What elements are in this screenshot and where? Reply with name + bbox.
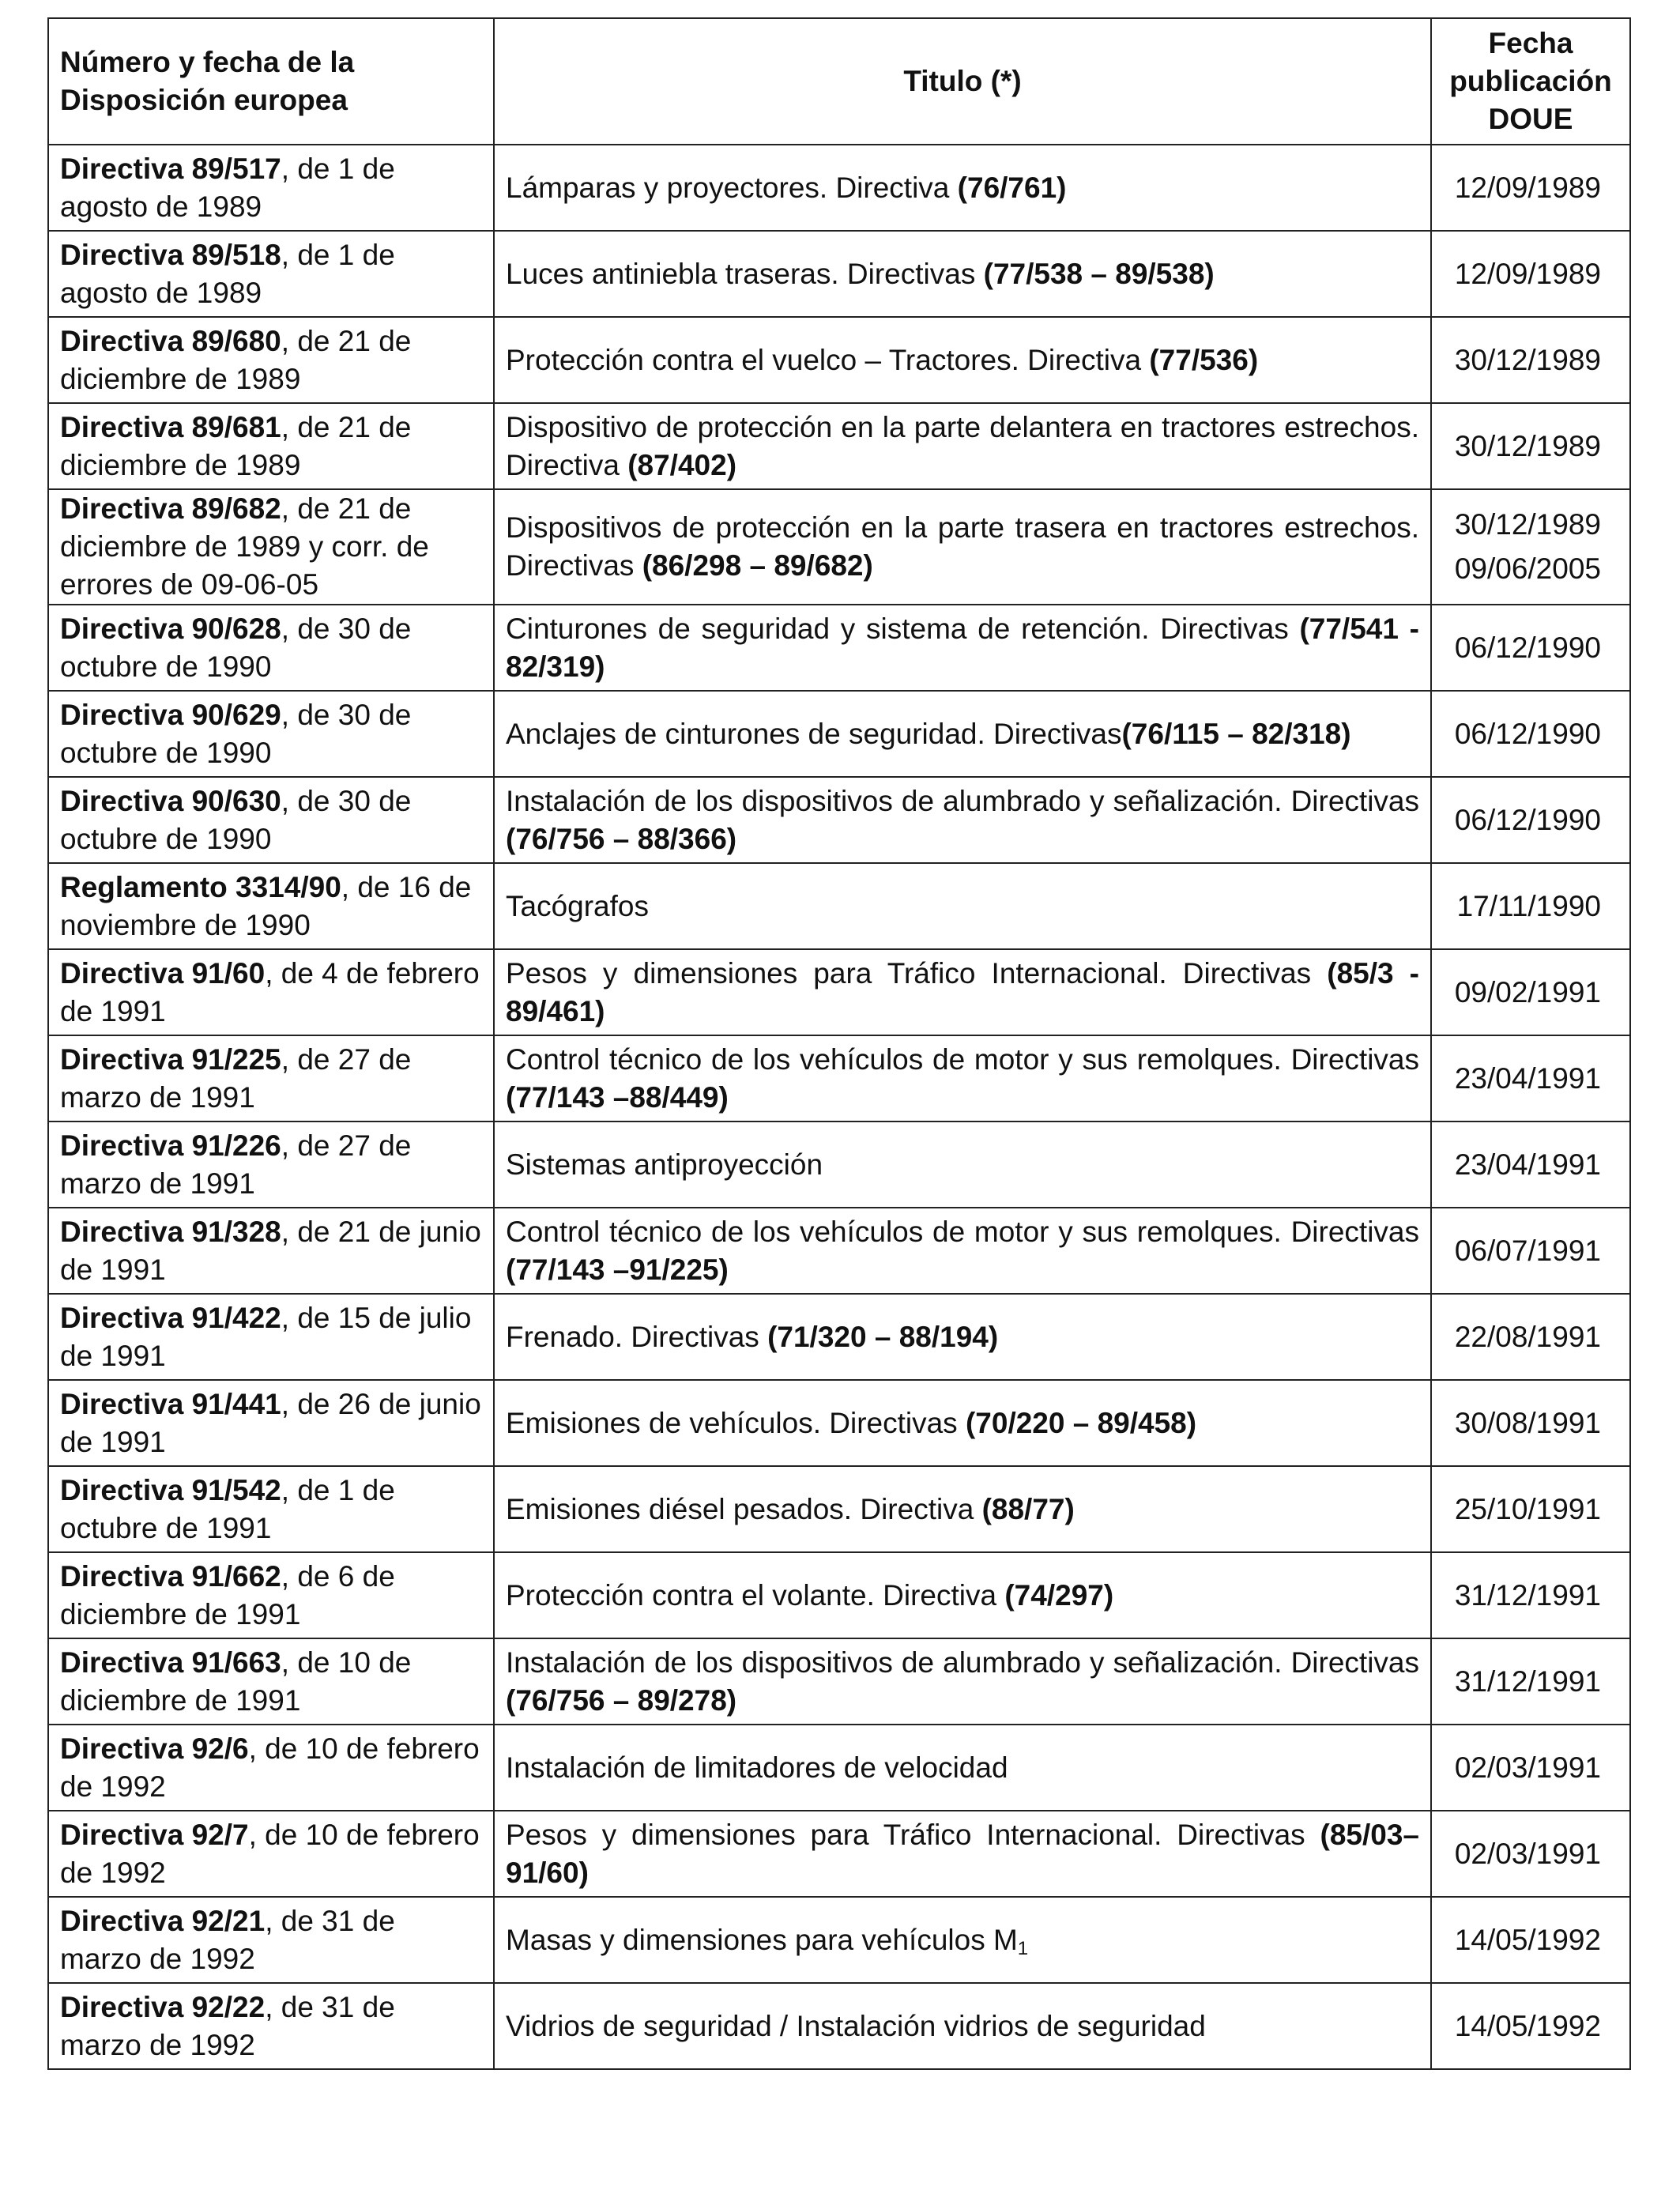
title-cell <box>494 1466 1431 1552</box>
directive-reference: (77/536) <box>1149 343 1259 376</box>
title-text: Protección contra el vuelco – Tractores. Directiva <box>506 343 1150 376</box>
disposition-cell <box>48 1811 494 1897</box>
table-row <box>48 489 1630 605</box>
disposition-id: Directiva 90/629 <box>60 698 281 731</box>
publication-date: 02/03/1991 <box>1454 1751 1601 1784</box>
publication-cell <box>1431 231 1630 317</box>
publication-date: 31/12/1991 <box>1454 1664 1601 1698</box>
publication-date: 06/12/1990 <box>1454 803 1601 836</box>
publication-cell <box>1431 863 1630 949</box>
disposition-date: , de 30 de octubre de 1990 <box>60 784 412 855</box>
publication-date: 12/09/1989 <box>1454 257 1601 290</box>
publication-cell <box>1431 777 1630 863</box>
title-cell <box>494 489 1431 605</box>
table-row <box>48 863 1630 949</box>
disposition-id: Directiva 90/630 <box>60 784 281 817</box>
disposition-date: , de 31 de marzo de 1992 <box>60 1904 395 1975</box>
disposition-id: Directiva 92/22 <box>60 1990 266 2023</box>
disposition-date: , de 1 de agosto de 1989 <box>60 152 395 223</box>
title-text: Vidrios de seguridad / Instalación vidrios de seguridad <box>506 2009 1206 2042</box>
disposition-cell <box>48 489 494 605</box>
publication-cell <box>1431 605 1630 691</box>
publication-cell <box>1431 145 1630 231</box>
directive-reference: (74/297) <box>1004 1578 1114 1612</box>
disposition-cell <box>48 403 494 489</box>
disposition-cell <box>48 145 494 231</box>
title-text: Instalación de limitadores de velocidad <box>506 1751 1008 1784</box>
disposition-cell <box>48 1208 494 1294</box>
disposition-date: , de 21 de diciembre de 1989 <box>60 324 412 395</box>
disposition-id: Directiva 91/542 <box>60 1473 281 1506</box>
directive-reference: (85/03–91/60) <box>506 1818 1419 1889</box>
publication-cell <box>1431 1466 1630 1552</box>
title-cell <box>494 1035 1431 1122</box>
publication-date: 30/12/1989 <box>1454 343 1601 376</box>
disposition-cell <box>48 1380 494 1466</box>
title-cell <box>494 231 1431 317</box>
directive-reference: (86/298 – 89/682) <box>642 549 873 582</box>
disposition-cell <box>48 1552 494 1638</box>
title-text: Control técnico de los vehículos de motor y sus remolques. Directivas <box>506 1042 1419 1076</box>
table-row <box>48 949 1630 1035</box>
title-text: Emisiones diésel pesados. Directiva <box>506 1492 982 1525</box>
disposition-cell <box>48 949 494 1035</box>
publication-date: 30/12/1989 <box>1454 508 1601 541</box>
disposition-id: Directiva 92/21 <box>60 1904 266 1937</box>
disposition-date: , de 1 de octubre de 1991 <box>60 1473 395 1544</box>
title-cell <box>494 949 1431 1035</box>
title-cell <box>494 1380 1431 1466</box>
title-text: Pesos y dimensiones para Tráfico Internacional. Directivas <box>506 1818 1320 1851</box>
publication-date: 14/05/1992 <box>1454 1923 1601 1956</box>
disposition-date: , de 10 de diciembre de 1991 <box>60 1646 412 1717</box>
publication-date: 30/08/1991 <box>1454 1406 1601 1439</box>
table-row <box>48 317 1630 403</box>
publication-cell <box>1431 1725 1630 1811</box>
disposition-cell <box>48 605 494 691</box>
disposition-cell <box>48 1035 494 1122</box>
title-text: Protección contra el volante. Directiva <box>506 1578 1005 1612</box>
disposition-date: , de 21 de junio de 1991 <box>60 1215 481 1286</box>
disposition-date: , de 27 de marzo de 1991 <box>60 1129 412 1200</box>
disposition-id: Directiva 91/422 <box>60 1301 281 1334</box>
disposition-id: Directiva 91/328 <box>60 1215 281 1248</box>
title-cell <box>494 605 1431 691</box>
title-text: Frenado. Directivas <box>506 1320 768 1353</box>
title-text: Luces antiniebla traseras. Directivas <box>506 257 984 290</box>
disposition-id: Directiva 91/225 <box>60 1042 281 1076</box>
title-cell <box>494 863 1431 949</box>
disposition-date: , de 1 de agosto de 1989 <box>60 238 395 309</box>
title-cell <box>494 1811 1431 1897</box>
table-row <box>48 1983 1630 2069</box>
disposition-cell <box>48 1725 494 1811</box>
disposition-date: , de 21 de diciembre de 1989 <box>60 410 412 481</box>
disposition-date: , de 16 de noviembre de 1990 <box>60 870 472 941</box>
disposition-cell <box>48 317 494 403</box>
publication-date: 23/04/1991 <box>1454 1061 1601 1095</box>
publication-date: 06/12/1990 <box>1454 631 1601 664</box>
disposition-id: Directiva 92/7 <box>60 1818 249 1851</box>
publication-cell <box>1431 1638 1630 1725</box>
publication-date: 09/02/1991 <box>1454 975 1601 1008</box>
title-text: Anclajes de cinturones de seguridad. Directivas <box>506 717 1122 750</box>
publication-date: 23/04/1991 <box>1454 1148 1601 1181</box>
disposition-date: , de 10 de febrero de 1992 <box>60 1818 480 1889</box>
publication-cell <box>1431 949 1630 1035</box>
publication-date: 12/09/1989 <box>1454 171 1601 204</box>
title-cell <box>494 1725 1431 1811</box>
publication-date: 25/10/1991 <box>1454 1492 1601 1525</box>
title-text: Instalación de los dispositivos de alumbrado y señalización. Directivas <box>506 1646 1419 1679</box>
publication-date: 22/08/1991 <box>1454 1320 1601 1353</box>
directive-reference: (70/220 – 89/458) <box>965 1406 1197 1439</box>
disposition-id: Directiva 89/518 <box>60 238 281 271</box>
publication-cell <box>1431 1035 1630 1122</box>
title-cell <box>494 145 1431 231</box>
table-row <box>48 1897 1630 1983</box>
publication-cell <box>1431 403 1630 489</box>
publication-cell <box>1431 1294 1630 1380</box>
title-cell <box>494 1122 1431 1208</box>
header-publication-date: Fecha publicación DOUE <box>1431 18 1630 145</box>
disposition-cell <box>48 1638 494 1725</box>
header-number-date: Número y fecha de la Disposición europea <box>48 18 494 145</box>
title-text: Instalación de los dispositivos de alumbrado y señalización. Directivas <box>506 784 1419 817</box>
directive-reference: (88/77) <box>981 1492 1075 1525</box>
publication-cell <box>1431 691 1630 777</box>
publication-date: 06/12/1990 <box>1454 717 1601 750</box>
publication-cell <box>1431 1811 1630 1897</box>
directive-reference: (76/761) <box>957 171 1067 204</box>
disposition-date: , de 31 de marzo de 1992 <box>60 1990 395 2061</box>
directive-reference: (85/3 - 89/461) <box>506 956 1419 1027</box>
publication-date: 17/11/1990 <box>1456 889 1601 922</box>
publication-cell <box>1431 1983 1630 2069</box>
table-row <box>48 231 1630 317</box>
table-row <box>48 145 1630 231</box>
publication-date: 09/06/2005 <box>1454 552 1601 585</box>
table-row <box>48 1294 1630 1380</box>
directives-table <box>47 17 1631 2070</box>
title-cell <box>494 777 1431 863</box>
directive-reference: (77/541 - 82/319) <box>506 612 1419 683</box>
title-text: Sistemas antiproyección <box>506 1148 823 1181</box>
publication-date: 02/03/1991 <box>1454 1837 1601 1870</box>
title-cell <box>494 317 1431 403</box>
publication-date: 06/07/1991 <box>1454 1234 1601 1267</box>
directive-reference: (76/115 – 82/318) <box>1121 717 1351 750</box>
table-row <box>48 777 1630 863</box>
header-row <box>48 18 1630 145</box>
disposition-id: Directiva 91/226 <box>60 1129 281 1162</box>
disposition-date: , de 15 de julio de 1991 <box>60 1301 472 1372</box>
disposition-id: Directiva 89/680 <box>60 324 281 357</box>
table-row <box>48 1638 1630 1725</box>
title-text: Masas y dimensiones para vehículos M <box>506 1923 1018 1956</box>
table-row <box>48 1466 1630 1552</box>
title-cell <box>494 691 1431 777</box>
publication-date: 30/12/1989 <box>1454 429 1601 462</box>
publication-cell <box>1431 317 1630 403</box>
disposition-id: Directiva 89/681 <box>60 410 281 443</box>
publication-date: 14/05/1992 <box>1454 2009 1601 2042</box>
disposition-id: Directiva 91/663 <box>60 1646 281 1679</box>
table-row <box>48 1552 1630 1638</box>
title-cell <box>494 1552 1431 1638</box>
title-text: Cinturones de seguridad y sistema de retención. Directivas <box>506 612 1300 645</box>
disposition-date: , de 26 de junio de 1991 <box>60 1387 481 1458</box>
publication-cell <box>1431 1897 1630 1983</box>
title-cell <box>494 403 1431 489</box>
publication-cell <box>1431 1380 1630 1466</box>
table-row <box>48 1725 1630 1811</box>
table-row <box>48 1811 1630 1897</box>
disposition-cell <box>48 1122 494 1208</box>
disposition-date: , de 27 de marzo de 1991 <box>60 1042 412 1114</box>
disposition-date: , de 21 de diciembre de 1989 y corr. de errores de 09-06-05 <box>60 492 429 601</box>
table-row <box>48 691 1630 777</box>
table-row <box>48 605 1630 691</box>
disposition-cell <box>48 691 494 777</box>
title-cell <box>494 1897 1431 1983</box>
disposition-cell <box>48 777 494 863</box>
title-text: Emisiones de vehículos. Directivas <box>506 1406 966 1439</box>
disposition-cell <box>48 231 494 317</box>
title-text: Tacógrafos <box>506 889 649 922</box>
table-row <box>48 1208 1630 1294</box>
disposition-date: , de 10 de febrero de 1992 <box>60 1732 480 1803</box>
disposition-date: , de 4 de febrero de 1991 <box>60 956 480 1027</box>
disposition-cell <box>48 1466 494 1552</box>
title-text: Pesos y dimensiones para Tráfico Internacional. Directivas <box>506 956 1328 990</box>
table-row <box>48 1380 1630 1466</box>
title-cell <box>494 1208 1431 1294</box>
disposition-cell <box>48 863 494 949</box>
disposition-id: Directiva 90/628 <box>60 612 281 645</box>
disposition-id: Directiva 89/517 <box>60 152 281 185</box>
table-row <box>48 403 1630 489</box>
disposition-id: Directiva 89/682 <box>60 492 281 525</box>
publication-date: 31/12/1991 <box>1454 1578 1601 1612</box>
disposition-id: Directiva 92/6 <box>60 1732 249 1765</box>
disposition-date: , de 6 de diciembre de 1991 <box>60 1559 395 1630</box>
table-row <box>48 1035 1630 1122</box>
disposition-cell <box>48 1294 494 1380</box>
disposition-cell <box>48 1897 494 1983</box>
title-text: Control técnico de los vehículos de motor y sus remolques. Directivas <box>506 1215 1419 1248</box>
publication-cell <box>1431 1122 1630 1208</box>
disposition-date: , de 30 de octubre de 1990 <box>60 612 412 683</box>
directive-reference: (87/402) <box>627 448 737 481</box>
title-text: Dispositivos de protección en la parte trasera en tractores estrechos. Directivas <box>506 511 1419 582</box>
title-subscript: 1 <box>1017 1937 1029 1959</box>
disposition-id: Directiva 91/60 <box>60 956 266 990</box>
title-cell <box>494 1983 1431 2069</box>
disposition-date: , de 30 de octubre de 1990 <box>60 698 412 769</box>
disposition-id: Directiva 91/441 <box>60 1387 281 1420</box>
publication-cell <box>1431 489 1630 605</box>
disposition-id: Reglamento 3314/90 <box>60 870 341 903</box>
title-cell <box>494 1638 1431 1725</box>
publication-cell <box>1431 1552 1630 1638</box>
directive-reference: (77/538 – 89/538) <box>983 257 1215 290</box>
disposition-cell <box>48 1983 494 2069</box>
disposition-id: Directiva 91/662 <box>60 1559 281 1593</box>
directive-reference: (77/143 –91/225) <box>506 1253 729 1286</box>
table-row <box>48 1122 1630 1208</box>
header-title: Titulo (*) <box>494 18 1431 145</box>
title-cell <box>494 1294 1431 1380</box>
directive-reference: (77/143 –88/449) <box>506 1080 729 1114</box>
title-text: Dispositivo de protección en la parte delantera en tractores estrechos. Directiva <box>506 410 1419 481</box>
directive-reference: (71/320 – 88/194) <box>767 1320 999 1353</box>
title-text: Lámparas y proyectores. Directiva <box>506 171 958 204</box>
directive-reference: (76/756 – 89/278) <box>506 1683 737 1717</box>
directive-reference: (76/756 – 88/366) <box>506 822 737 855</box>
publication-cell <box>1431 1208 1630 1294</box>
